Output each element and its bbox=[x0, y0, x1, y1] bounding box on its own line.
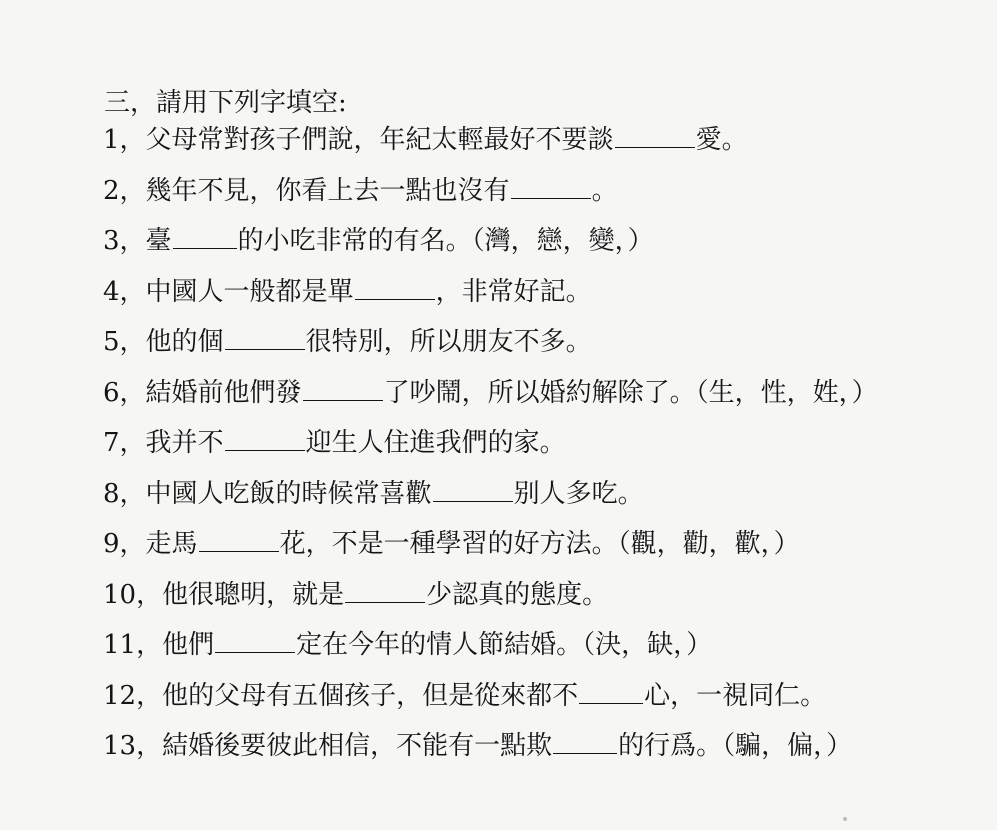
question-text-before: 他的父母有五個孩子，但是從來都不 bbox=[162, 680, 579, 711]
question-item bbox=[103, 425, 878, 476]
section-heading: 三，請用下列字填空: bbox=[104, 88, 347, 118]
question-text-after: 的小吃非常的有名。（灣，戀，變，） bbox=[237, 226, 654, 256]
question-text-before: 他很聰明，就是 bbox=[162, 579, 345, 610]
question-item bbox=[103, 526, 878, 577]
question-item bbox=[103, 627, 878, 678]
question-number: 7， bbox=[103, 428, 146, 458]
question-text-after: ，非常好記。 bbox=[435, 276, 592, 307]
question-number: 4， bbox=[103, 276, 146, 307]
question-text-before: 中國人吃飯的時候常喜歡 bbox=[145, 478, 432, 509]
question-text-after: 了吵鬧，所以婚約解除了。（生，性，姓，） bbox=[383, 377, 878, 408]
answer-blank bbox=[615, 125, 695, 148]
question-item bbox=[103, 678, 878, 729]
question-text-after: 很特別，所以朋友不多。 bbox=[305, 327, 592, 357]
question-text-after: 别人多吃。 bbox=[513, 478, 644, 509]
question-number: 11， bbox=[103, 630, 163, 660]
answer-blank bbox=[225, 327, 305, 350]
question-number: 3， bbox=[103, 226, 146, 256]
question-item bbox=[103, 274, 878, 325]
answer-blank bbox=[199, 529, 279, 552]
question-item bbox=[103, 476, 878, 527]
question-text-before: 臺 bbox=[145, 226, 172, 256]
question-text-before: 結婚前他們發 bbox=[145, 377, 302, 408]
question-text-after: 的行爲。（騙，偏，） bbox=[618, 731, 853, 761]
answer-blank bbox=[345, 580, 425, 603]
question-item bbox=[103, 577, 878, 628]
question-number: 6， bbox=[103, 377, 146, 408]
question-item bbox=[103, 122, 878, 173]
question-text-before: 他的個 bbox=[145, 327, 224, 357]
question-number: 2， bbox=[103, 175, 146, 206]
question-text-before: 我并不 bbox=[145, 428, 224, 458]
question-item bbox=[103, 223, 878, 274]
question-number: 13， bbox=[103, 731, 163, 761]
question-item bbox=[103, 324, 878, 375]
question-number: 12， bbox=[103, 680, 163, 711]
question-item bbox=[103, 728, 878, 779]
answer-blank bbox=[173, 226, 237, 249]
question-number: 8， bbox=[103, 478, 146, 509]
fill-in-list bbox=[103, 122, 878, 779]
answer-blank bbox=[215, 630, 295, 653]
question-item bbox=[103, 375, 878, 426]
answer-blank bbox=[225, 428, 305, 451]
scan-speck bbox=[843, 817, 847, 821]
question-text-after: 少認真的態度。 bbox=[426, 579, 609, 610]
question-item bbox=[103, 173, 878, 224]
answer-blank bbox=[355, 277, 435, 300]
answer-blank bbox=[433, 479, 513, 502]
question-text-after: 心，一視同仁。 bbox=[644, 680, 827, 711]
question-text-before: 走馬 bbox=[145, 529, 198, 559]
question-text-after: 定在今年的情人節結婚。（決，缺，） bbox=[296, 630, 713, 660]
question-number: 1， bbox=[103, 125, 146, 155]
answer-blank bbox=[553, 731, 617, 754]
question-text-before: 結婚後要彼此相信，不能有一點欺 bbox=[162, 731, 553, 761]
answer-blank bbox=[303, 378, 383, 401]
question-number: 5， bbox=[103, 327, 146, 357]
question-number: 9， bbox=[103, 529, 146, 559]
question-text-after: 愛。 bbox=[695, 125, 748, 155]
question-text-before: 父母常對孩子們說，年紀太輕最好不要談 bbox=[145, 125, 614, 155]
answer-blank bbox=[511, 176, 591, 199]
question-text-before: 中國人一般都是單 bbox=[145, 276, 354, 307]
question-text-after: 。 bbox=[591, 175, 618, 206]
answer-blank bbox=[579, 681, 643, 704]
question-text-before: 幾年不見，你看上去一點也沒有 bbox=[145, 175, 510, 206]
question-text-before: 他們 bbox=[162, 630, 215, 660]
question-number: 10， bbox=[103, 579, 163, 610]
question-text-after: 花，不是一種學習的好方法。（觀，勸，歡，） bbox=[279, 529, 800, 559]
question-text-after: 迎生人住進我們的家。 bbox=[305, 428, 566, 458]
